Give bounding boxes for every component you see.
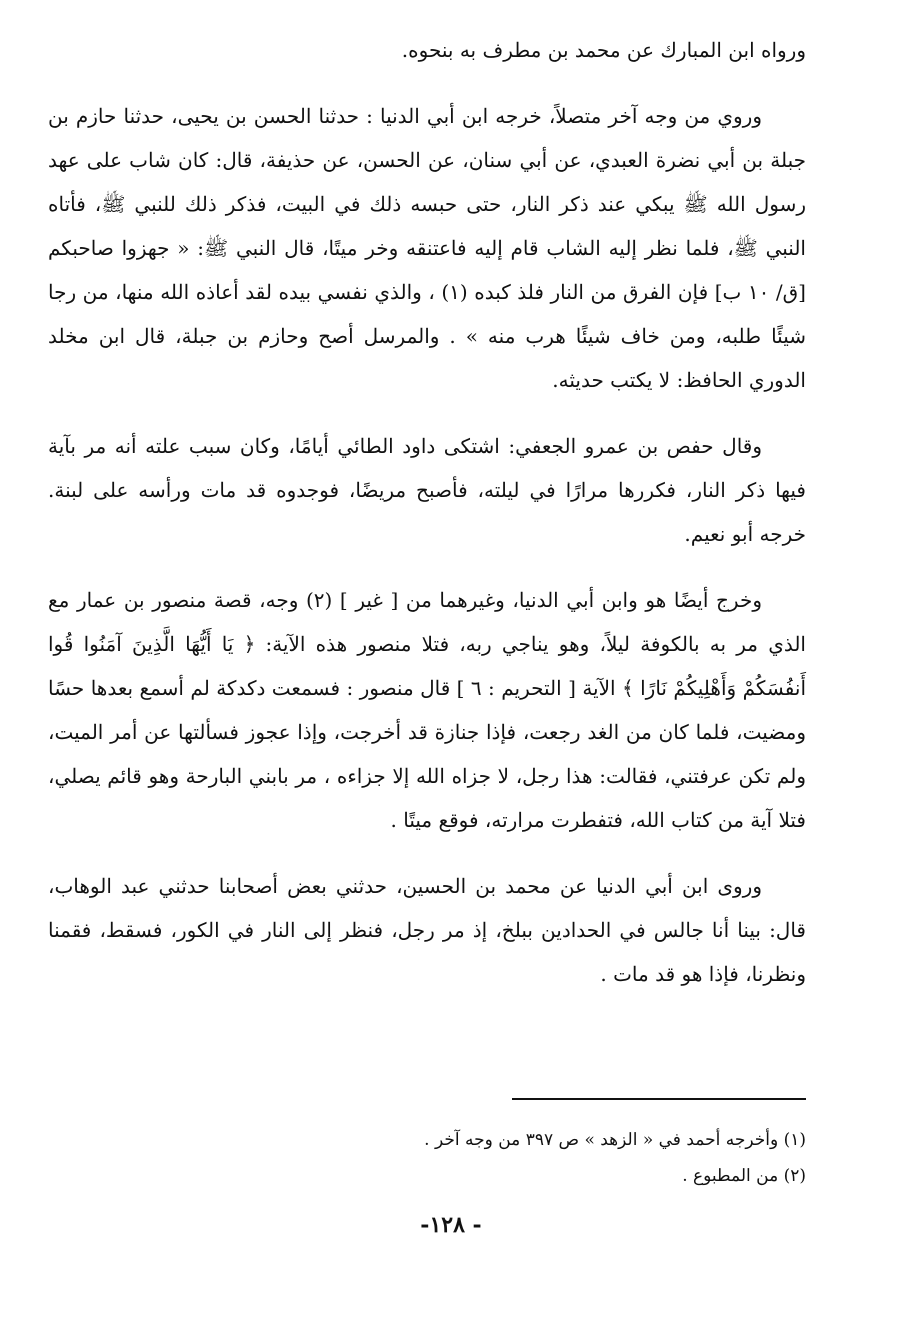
footnote-divider [512, 1098, 806, 1100]
paragraph-4: وخرج أيضًا هو وابن أبي الدنيا، وغيرهما من [ غير ] (٢) وجه، قصة منصور بن عمار مع الذي مر به بالكوفة ليلاً، وهو يناجي ربه، فتلا منصور هذه الآية: ﴿ يَا أَيُّهَا الَّذِينَ آمَنُوا قُوا أَنفُسَكُمْ وَأَهْلِيكُمْ نَارًا ﴾ الآية [ التحريم : ٦ ] قال منصور : فسمعت دكدكة لم أسمع بعدها حسًا ومضيت، فلما كان من الغد رجعت، فإذا جنازة قد أخرجت، وإذا عجوز فسألتها عن أمر الميت، ولم تكن عرفتني، فقالت: هذا رجل، لا جزاه الله إلا جزاءه ، مر بابني البارحة وهو قائم يصلي، فتلا آية من كتاب الله، فتفطرت مرارته، فوقع ميتًا . [48, 588, 807, 832]
footnote-2: (٢) من المطبوع . [682, 1166, 806, 1186]
paragraph-1: ورواه ابن المبارك عن محمد بن مطرف به بنحوه. [401, 38, 806, 62]
footnote-1: (١) وأخرجه أحمد في « الزهد » ص ٣٩٧ من وجه آخر . [424, 1130, 806, 1150]
paragraph-3: وقال حفص بن عمرو الجعفي: اشتكى داود الطائي أيامًا، وكان سبب علته أنه مر بآية فيها ذكر النار، فكررها مرارًا في ليلته، فأصبح مريضًا، فوجدوه قد مات ورأسه على لبنة. خرجه أبو نعيم. [48, 434, 806, 546]
page-body [48, 28, 806, 1018]
paragraph-2: وروي من وجه آخر متصلاً، خرجه ابن أبي الدنيا : حدثنا الحسن بن يحيى، حدثنا حازم بن جبلة بن أبي نضرة العبدي، عن أبي سنان، عن الحسن، عن حذيفة، قال: كان شاب على عهد رسول الله ﷺ يبكي عند ذكر النار، حتى حبسه ذلك في البيت، فذكر ذلك للنبي ﷺ، فأتاه النبي ﷺ، فلما نظر إليه الشاب قام إليه فاعتنقه وخر ميتًا، قال النبي ﷺ: « جهزوا صاحبكم [ق/ ١٠ ب] فإن الفرق من النار فلذ كبده (١) ، والذي نفسي بيده لقد أعاذه الله منها، من رجا شيئًا طلبه، ومن خاف شيئًا هرب منه » . والمرسل أصح وحازم بن جبلة، قال ابن مخلد الدوري الحافظ: لا يكتب حديثه. [48, 104, 806, 392]
footnotes [48, 1122, 806, 1194]
page-number: - ١٢٨- [420, 1212, 482, 1238]
paragraph-5: وروى ابن أبي الدنيا عن محمد بن الحسين، حدثني بعض أصحابنا حدثني عبد الوهاب، قال: بينا أنا جالس في الحدادين ببلخ، إذ مر رجل، فنظر إلى النار في الكور، فسقط، فقمنا ونظرنا، فإذا هو قد مات . [48, 874, 806, 986]
